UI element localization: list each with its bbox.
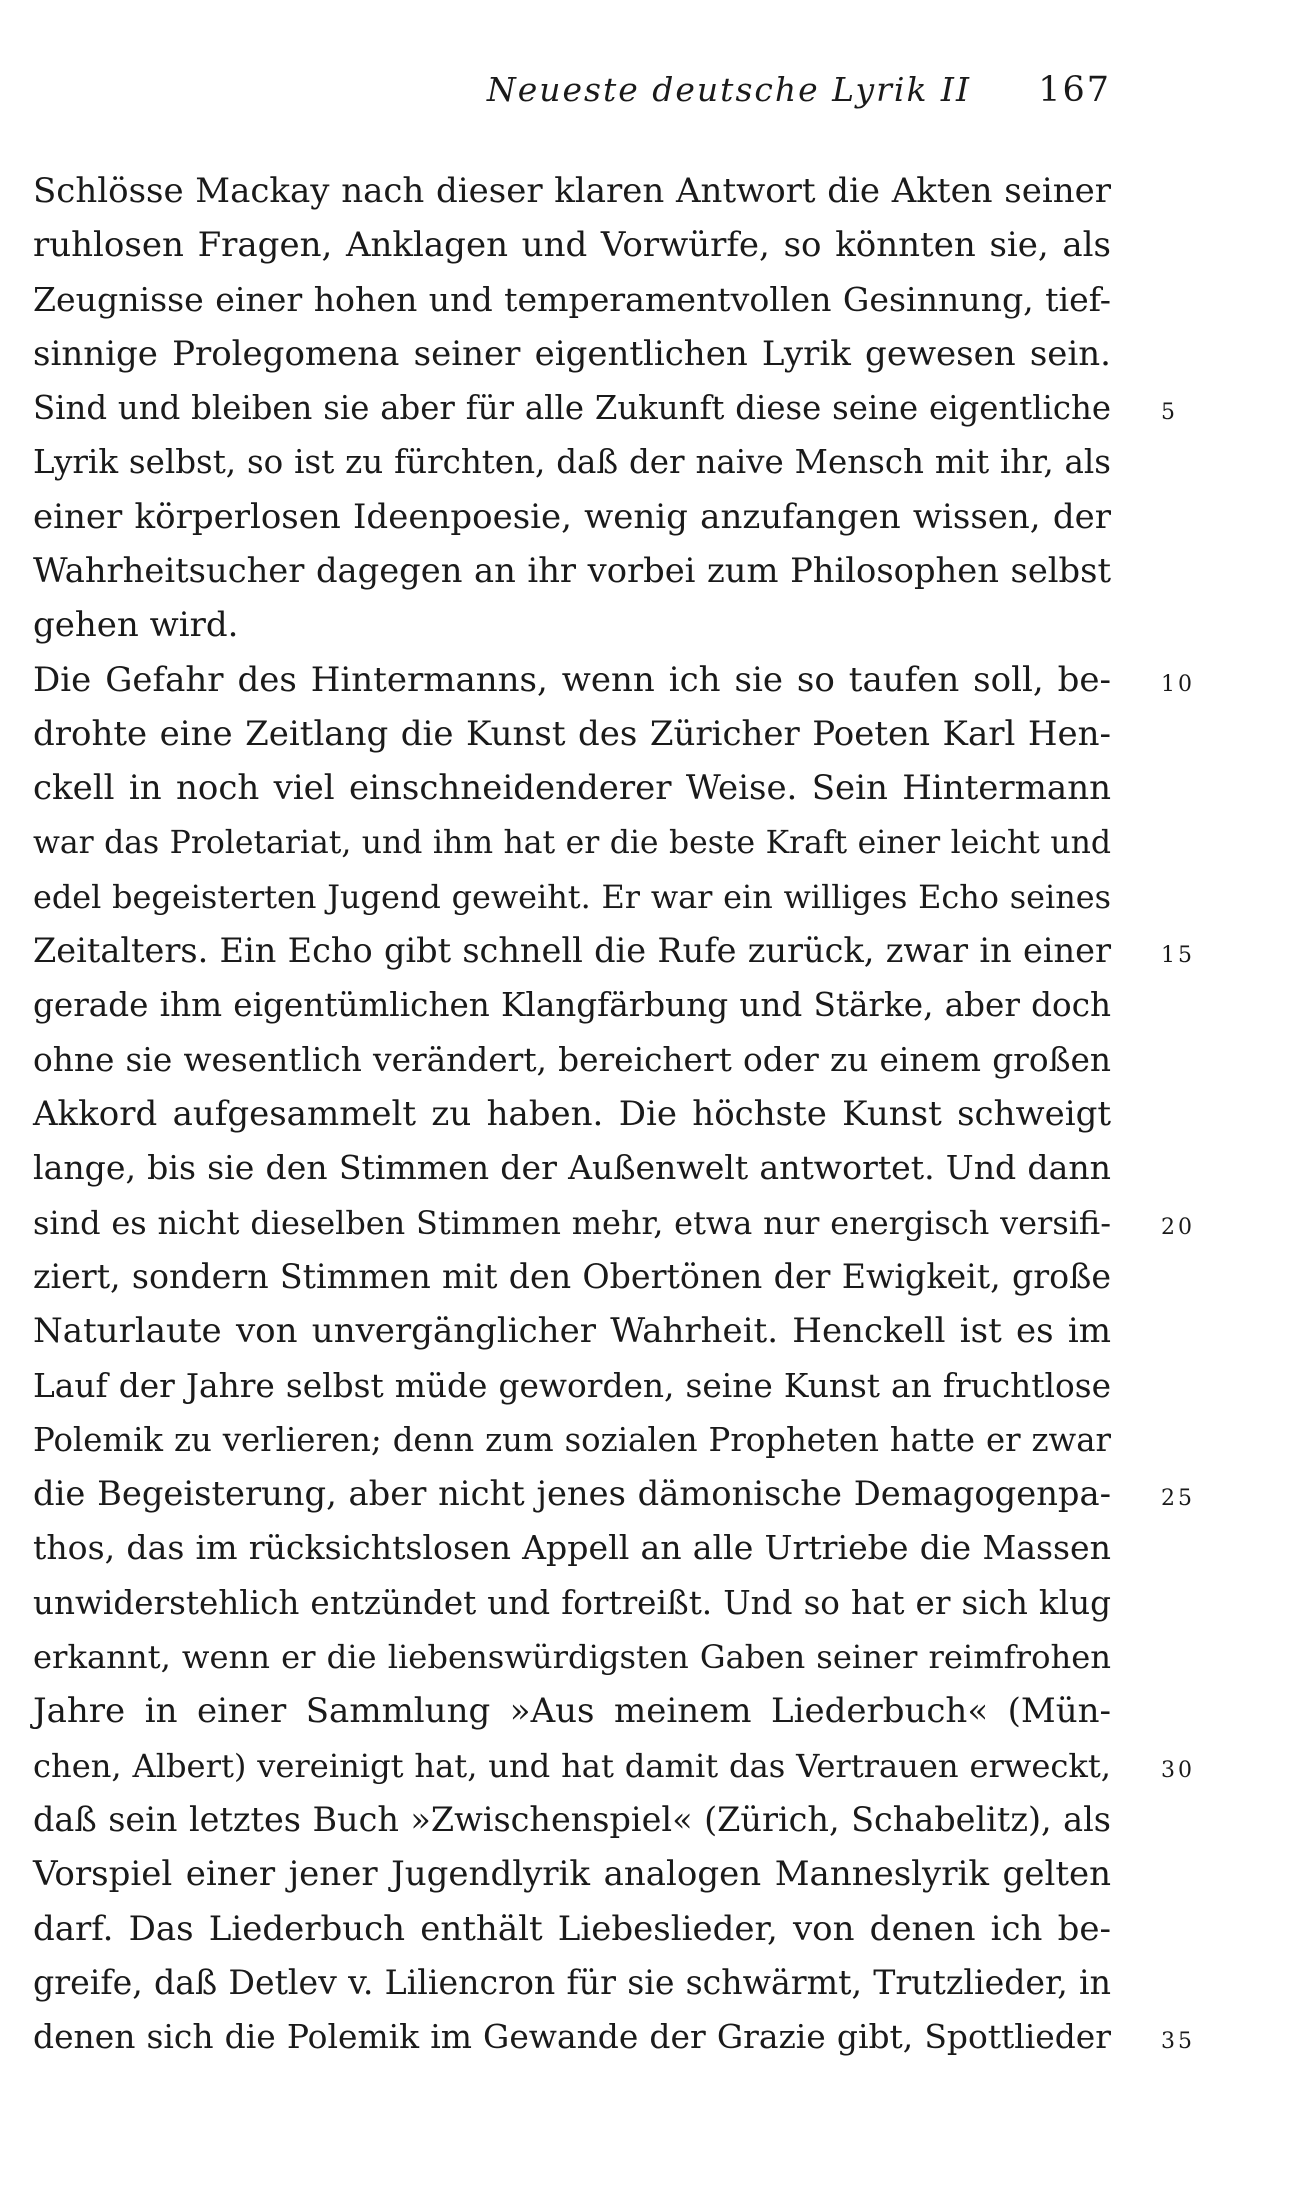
line-number: 20: [1161, 1214, 1195, 1240]
text-line: [33, 1576, 1111, 1630]
line-text: Schlösse Mackay nach dieser klaren Antwort die Akten seiner: [33, 171, 1111, 211]
text-line: [33, 653, 1195, 707]
line-text: Vorspiel einer jener Jugendlyrik analogen Manneslyrik gelten: [33, 1854, 1111, 1895]
line-text: Polemik zu verlieren; denn zum sozialen Propheten hatte er zwar: [33, 1420, 1111, 1459]
line-text: thos, das im rücksichtslosen Appell an alle Urtriebe die Massen: [33, 1528, 1111, 1568]
running-head: [33, 70, 1111, 126]
line-number: 15: [1161, 943, 1195, 969]
line-text: chen, Albert) vereinigt hat, und hat damit das Vertrauen erweckt,: [33, 1746, 1111, 1785]
text-line: [33, 1413, 1111, 1467]
line-text: lange, bis sie den Stimmen der Außenwelt antwortet. Und dann: [33, 1148, 1111, 1188]
text-line: [33, 1467, 1195, 1521]
line-text: Zeugnisse einer hohen und temperamentvollen Gesinnung, tief-: [33, 279, 1111, 319]
line-text: sinnige Prolegomena seiner eigentlichen Lyrik gewesen sein.: [33, 333, 1111, 374]
line-text: gehen wird.: [33, 605, 239, 646]
text-line: [33, 435, 1111, 489]
running-title: Neueste deutsche Lyrik II: [486, 70, 971, 109]
line-number: 35: [1161, 2029, 1195, 2055]
line-text: die Begeisterung, aber nicht jenes dämonische Demagogenpa-: [33, 1474, 1111, 1514]
text-line: [33, 1630, 1111, 1684]
text-line: [33, 544, 1111, 598]
text-line: [33, 218, 1111, 272]
line-text: greife, daß Detlev v. Liliencron für sie schwärmt, Trutzlieder, in: [33, 1962, 1111, 2002]
line-text: Akkord aufgesammelt zu haben. Die höchste Kunst schweigt: [33, 1094, 1111, 1135]
text-line: [33, 1739, 1195, 1793]
line-text: daß sein letztes Buch »Zwischenspiel« (Zürich, Schabelitz), als: [33, 1799, 1111, 1839]
line-text: unwiderstehlich entzündet und fortreißt. Und so hat er sich klug: [33, 1583, 1111, 1622]
text-line: [33, 978, 1111, 1032]
text-line: [33, 1847, 1111, 1901]
line-text: ohne sie wesentlich verändert, bereichert oder zu einem großen: [33, 1040, 1111, 1079]
text-line: [33, 707, 1111, 761]
text-line: [33, 1304, 1111, 1358]
line-text: ruhlosen Fragen, Anklagen und Vorwürfe, so könnten sie, als: [33, 225, 1111, 266]
text-line: [33, 327, 1111, 381]
line-text: gerade ihm eigentümlichen Klangfärbung und Stärke, aber doch: [33, 986, 1111, 1025]
line-text: Jahre in einer Sammlung »Aus meinem Liederbuch« (Mün-: [33, 1691, 1111, 1732]
line-text: erkannt, wenn er die liebenswürdigsten Gaben seiner reimfrohen: [33, 1638, 1111, 1677]
line-text: darf. Das Liederbuch enthält Liebeslieder, von denen ich be-: [33, 1908, 1111, 1949]
line-number: 5: [1161, 400, 1178, 426]
text-line: [33, 1087, 1111, 1141]
text-line: [33, 1902, 1111, 1956]
text-line: [33, 1684, 1111, 1738]
text-line: [33, 1033, 1111, 1087]
line-number: 25: [1161, 1486, 1195, 1512]
line-text: Sind und bleiben sie aber für alle Zukunft diese seine eigentliche: [33, 389, 1111, 428]
text-line: [33, 1141, 1111, 1195]
text-line: [33, 816, 1111, 870]
text-line: [33, 381, 1178, 435]
text-line: [33, 273, 1111, 327]
text-line: [33, 1956, 1111, 2010]
line-text: denen sich die Polemik im Gewande der Grazie gibt, Spottlieder: [33, 2017, 1111, 2057]
text-line: [33, 1521, 1111, 1575]
line-text: Die Gefahr des Hintermanns, wenn ich sie so taufen soll, be-: [33, 659, 1111, 700]
line-text: ziert, sondern Stimmen mit den Obertönen der Ewigkeit, große: [33, 1256, 1111, 1296]
text-line: [33, 870, 1111, 924]
line-text: einer körperlosen Ideenpoesie, wenig anzufangen wissen, der: [33, 496, 1111, 537]
text-line: [33, 1359, 1111, 1413]
line-text: Lyrik selbst, so ist zu fürchten, daß der naive Mensch mit ihr, als: [33, 443, 1111, 482]
page-number: 167: [1038, 70, 1111, 110]
line-number: 30: [1161, 1757, 1195, 1783]
line-text: war das Proletariat, und ihm hat er die beste Kraft einer leicht und: [33, 824, 1111, 861]
line-text: drohte eine Zeitlang die Kunst des Züricher Poeten Karl Hen-: [33, 713, 1111, 754]
text-line: [33, 1196, 1195, 1250]
text-line: [33, 164, 1111, 218]
line-text: edel begeisterten Jugend geweiht. Er war ein williges Echo seines: [33, 877, 1111, 916]
line-text: Lauf der Jahre selbst müde geworden, seine Kunst an fruchtlose: [33, 1366, 1111, 1405]
line-text: ckell in noch viel einschneidenderer Weise. Sein Hintermann: [33, 768, 1111, 809]
body-text: [33, 164, 1195, 2064]
text-line: [33, 2010, 1195, 2064]
line-text: Zeitalters. Ein Echo gibt schnell die Rufe zurück, zwar in einer: [33, 931, 1111, 971]
line-text: Naturlaute von unvergänglicher Wahrheit. Henckell ist es im: [33, 1311, 1111, 1352]
line-number: 10: [1161, 671, 1195, 697]
text-line: [33, 761, 1111, 815]
line-text: sind es nicht dieselben Stimmen mehr, etwa nur energisch versifi-: [33, 1203, 1111, 1242]
text-line: [33, 598, 1111, 652]
text-line: [33, 1793, 1111, 1847]
line-text: Wahrheitsucher dagegen an ihr vorbei zum Philosophen selbst: [33, 551, 1111, 591]
text-line: [33, 490, 1111, 544]
text-line: [33, 1250, 1111, 1304]
text-line: [33, 924, 1195, 978]
